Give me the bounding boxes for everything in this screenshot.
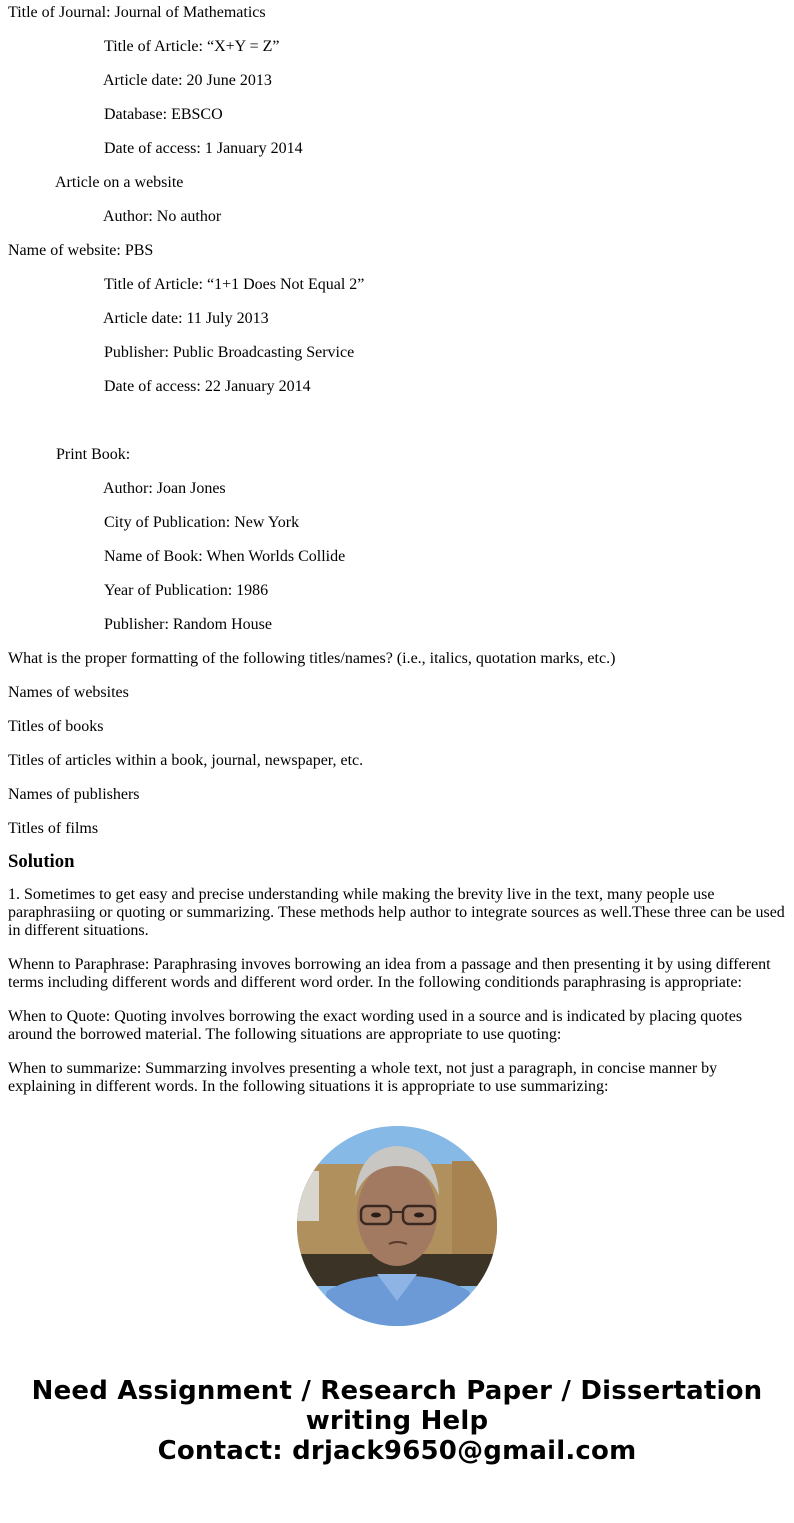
website-date-of-access: Date of access: 22 January 2014 bbox=[104, 378, 311, 395]
solution-paragraph-summarize: When to summarize: Summarzing involves presenting a whole text, not just a paragraph, in concise manner by explaining in different words. In the following situations it is appropriate to use summarizing: bbox=[8, 1060, 718, 1095]
avatar-container bbox=[0, 1126, 794, 1326]
website-publisher: Publisher: Public Broadcasting Service bbox=[104, 344, 355, 361]
print-book-heading: Print Book: bbox=[56, 446, 131, 463]
solution-paragraph-paraphrase: Whenn to Paraphrase: Paraphrasing invoves borrowing an idea from a passage and then presenting it by using different terms including different words and different word order. In the following conditionds paraphrasing is appropriate: bbox=[8, 956, 771, 991]
print-book-name: Name of Book: When Worlds Collide bbox=[104, 548, 346, 565]
solution-paragraph-intro: 1. Sometimes to get easy and precise understanding while making the brevity live in the text, many people use paraphrasiing or quoting or summarizing. These methods help author to integrate sources as well.These three can be used in different situations. bbox=[8, 886, 785, 939]
website-name: Name of website: PBS bbox=[8, 242, 154, 259]
portrait-image-icon bbox=[297, 1126, 497, 1326]
question-item: Names of websites bbox=[8, 684, 129, 701]
promo-line-1: Need Assignment / Research Paper / Dissertation bbox=[31, 1376, 763, 1406]
journal-article-title: Title of Article: “X+Y = Z” bbox=[104, 38, 280, 55]
solution-heading: Solution bbox=[8, 851, 75, 872]
question-item: Names of publishers bbox=[8, 786, 140, 803]
website-heading: Article on a website bbox=[55, 174, 184, 191]
promo-banner bbox=[0, 1376, 794, 1466]
journal-database: Database: EBSCO bbox=[104, 106, 223, 123]
question-item: Titles of articles within a book, journal, newspaper, etc. bbox=[8, 752, 364, 769]
print-book-author: Author: Joan Jones bbox=[103, 480, 226, 497]
website-article-title: Title of Article: “1+1 Does Not Equal 2” bbox=[104, 276, 365, 293]
question-item: Titles of films bbox=[8, 820, 99, 837]
promo-contact-email: Contact: drjack9650@gmail.com bbox=[157, 1436, 637, 1466]
print-book-publisher: Publisher: Random House bbox=[104, 616, 272, 633]
journal-title-line: Title of Journal: Journal of Mathematics bbox=[8, 4, 266, 21]
blank-line bbox=[8, 408, 786, 442]
avatar bbox=[297, 1126, 497, 1326]
question-item: Titles of books bbox=[8, 718, 104, 735]
promo-line-2: writing Help bbox=[305, 1406, 489, 1436]
question-prompt: What is the proper formatting of the following titles/names? (i.e., italics, quotation marks, etc.) bbox=[8, 650, 616, 667]
journal-date-of-access: Date of access: 1 January 2014 bbox=[104, 140, 303, 157]
solution-paragraph-quote: When to Quote: Quoting involves borrowing the exact wording used in a source and is indicated by placing quotes around the borrowed material. The following situations are appropriate to use quoting: bbox=[8, 1008, 743, 1043]
print-book-city: City of Publication: New York bbox=[104, 514, 300, 531]
website-article-date: Article date: 11 July 2013 bbox=[103, 310, 269, 327]
website-author: Author: No author bbox=[103, 208, 222, 225]
print-book-year: Year of Publication: 1986 bbox=[104, 582, 269, 599]
journal-article-date: Article date: 20 June 2013 bbox=[103, 72, 272, 89]
